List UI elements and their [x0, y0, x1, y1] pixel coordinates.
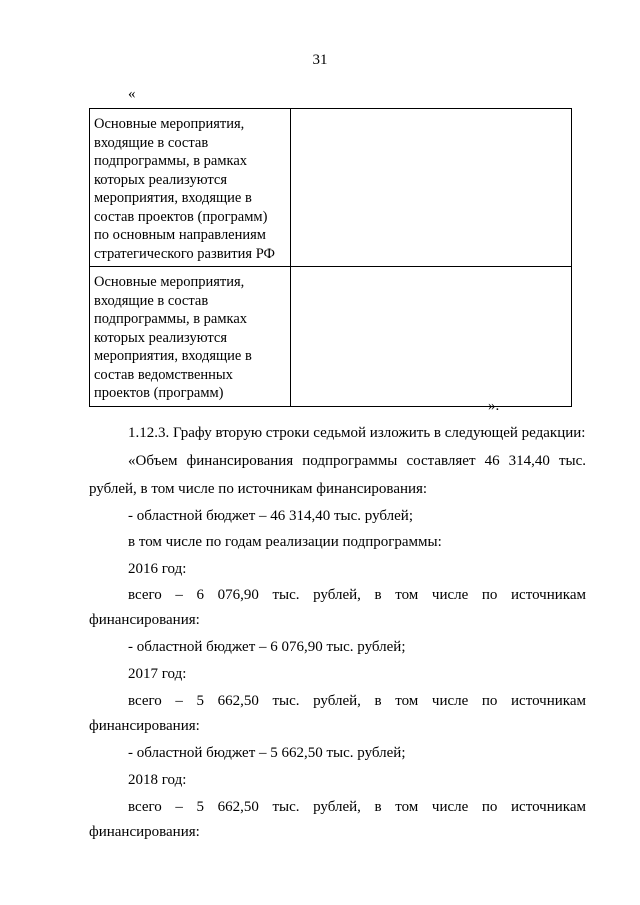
table-cell-label: Основные мероприятия, входящие в состав подпрограммы, в рамках которых реализуются мероприятия, входящие в состав проектов (программ) по основным направлениям стратегического развития РФ	[90, 109, 291, 267]
paragraph-by-years: в том числе по годам реализации подпрограммы:	[128, 534, 442, 550]
subprogram-table	[89, 108, 572, 407]
year-2018-heading: 2018 год:	[128, 772, 187, 788]
table-cell-value	[291, 267, 572, 407]
table-row	[90, 109, 572, 267]
closing-quote: ».	[488, 398, 500, 414]
paragraph-funding-line1: «Объем финансирования подпрограммы составляет 46 314,40 тыс.	[128, 453, 586, 469]
paragraph-funding-line2: рублей, в том числе по источникам финансирования:	[89, 481, 428, 497]
year-2017-budget: - областной бюджет – 5 662,50 тыс. рублей;	[128, 745, 406, 761]
table-cell-value	[291, 109, 572, 267]
year-2017-heading: 2017 год:	[128, 666, 187, 682]
year-2018-total-line2: финансирования:	[89, 824, 200, 840]
year-2017-total-line1: всего – 5 662,50 тыс. рублей, в том числе по источникам	[128, 693, 586, 709]
year-2016-total-line1: всего – 6 076,90 тыс. рублей, в том числе по источникам	[128, 587, 586, 603]
year-2018-total-line1: всего – 5 662,50 тыс. рублей, в том числе по источникам	[128, 799, 586, 815]
year-2016-total-line2: финансирования:	[89, 612, 200, 628]
year-2016-budget: - областной бюджет – 6 076,90 тыс. рублей;	[128, 639, 406, 655]
opening-quote: «	[128, 86, 136, 102]
paragraph-regional-budget: - областной бюджет – 46 314,40 тыс. рублей;	[128, 508, 413, 524]
table-row	[90, 267, 572, 407]
page-number: 31	[312, 52, 328, 68]
year-2017-total-line2: финансирования:	[89, 718, 200, 734]
paragraph-amendment: 1.12.3. Графу вторую строки седьмой изложить в следующей редакции:	[128, 425, 586, 441]
year-2016-heading: 2016 год:	[128, 561, 187, 577]
table-cell-label: Основные мероприятия, входящие в состав подпрограммы, в рамках которых реализуются мероприятия, входящие в состав ведомственных проектов (программ)	[90, 267, 291, 407]
